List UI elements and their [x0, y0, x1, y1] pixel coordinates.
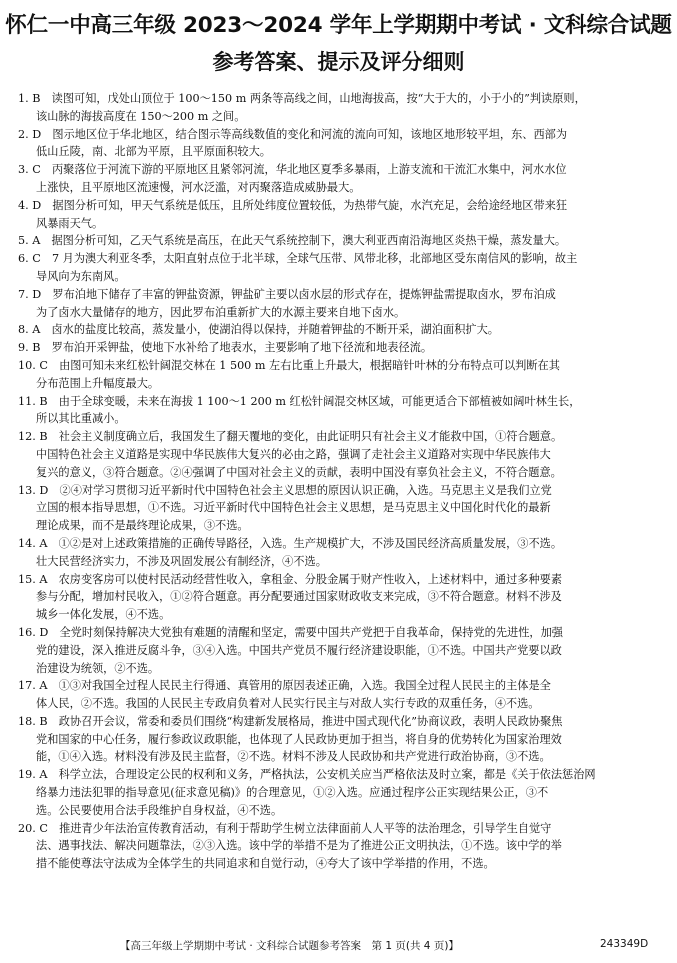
answer-item [18, 713, 666, 766]
answer-line: 9. B 罗布泊开采钾盐，使地下水补给了地表水，主要影响了地下径流和地表径流。 [18, 341, 433, 355]
answer-line: 分布范围上升幅度最大。 [36, 376, 160, 390]
answer-line: 风暴雨天气。 [36, 216, 104, 230]
answer-item [18, 571, 666, 624]
answer-item [18, 624, 666, 677]
answer-line: 城乡一体化发展，④不选。 [36, 608, 171, 622]
answer-item [18, 197, 666, 233]
answer-line: 复兴的意义，③符合题意。②④强调了中国对社会主义的贡献，表明中国没有辜负社会主义，不符合题意。 [36, 465, 562, 479]
answer-line: 2. D 图示地区位于华北地区，结合图示等高线数值的变化和河流的流向可知，该地区地形较平坦，东、西部为 [18, 127, 568, 141]
answer-line: 3. C 丙聚落位于河流下游的平原地区且紧邻河流，华北地区夏季多暴雨，上游支流和干流汇水集中，河水水位 [18, 163, 567, 177]
answer-line: 法、遇事找法、解决问题靠法，②③入选。该中学的举措不是为了推进公正文明执法，①不选。该中学的举 [36, 839, 562, 853]
answer-line: 12. B 社会主义制度确立后，我国发生了翻天覆地的变化，由此证明只有社会主义才能救中国，①符合题意。 [18, 430, 563, 444]
answer-line: 措不能使尊法守法成为全体学生的共同追求和自觉行动，④夸大了该中学举措的作用，不选。 [36, 857, 495, 871]
page-title: 怀仁一中高三年级 2023～2024 学年上学期期中考试 · 文科综合试题 [5, 13, 672, 38]
answer-item [18, 232, 666, 250]
answer-line: 10. C 由图可知未来红松针阔混交林在 1 500 m 左右比重上升最大，根据暗针叶林的分布特点可以判断在其 [18, 358, 560, 372]
answer-item [18, 357, 666, 393]
page-subtitle: 参考答案、提示及评分细则 [212, 50, 465, 74]
answer-item [18, 428, 666, 481]
answer-line: 壮大民营经济实力，不涉及巩固发展公有制经济，④不选。 [36, 554, 327, 568]
answer-line: 选。公民要使用合法手段维护自身权益，④不选。 [36, 803, 283, 817]
answer-item [18, 126, 666, 162]
answer-line: 15. A 农房变客房可以使村民活动经营性收入，拿租金、分股金属于财产性收入，上述材料中，通过多种要素 [18, 572, 563, 586]
answer-line: 4. D 据图分析可知，甲天气系统是低压，且所处纬度位置较低，为热带气旋，水汽充足，会给途经地区带来狂 [18, 198, 568, 212]
answer-line: 上涨快，且平原地区流速慢，河水泛滥，对丙聚落造成威胁最大。 [36, 180, 361, 194]
answer-line: 该山脉的海拔高度在 150～200 m 之间。 [36, 109, 246, 123]
answer-line: 所以其比重减小。 [36, 412, 126, 426]
answer-line: 低山丘陵，南、北部为平原，且平原面积较大。 [36, 145, 271, 159]
answer-line: 18. B 政协召开会议，常委和委员们围绕“构建新发展格局，推进中国式现代化”协商议政，表明人民政协聚焦 [18, 714, 563, 728]
answer-line: 为了卤水大量储存的地方，因此罗布泊重新扩大的水源主要来自地下卤水。 [36, 305, 406, 319]
answer-line: 19. A 科学立法，合理设定公民的权利和义务，严格执法，公安机关应当严格依法及时立案，都是《关于依法惩治网 [18, 768, 596, 782]
page-footer [0, 938, 677, 956]
answer-line: 立国的根本指导思想，①不选。习近平新时代中国特色社会主义思想，是马克思主义中国化时代化的最新 [36, 501, 551, 515]
answer-line: 13. D ②④对学习贯彻习近平新时代中国特色社会主义思想的原因认识正确，入选。马克思主义是我们立党 [18, 483, 552, 497]
answer-line: 体人民，②不选。我国的人民民主专政肩负着对人民实行民主与对敌人实行专政的双重任务，④不选。 [36, 697, 540, 711]
answer-line: 5. A 据图分析可知，乙天气系统是高压，在此天气系统控制下，澳大利亚西南沿海地区炎热干燥，蒸发量大。 [18, 234, 567, 248]
answer-item [18, 339, 666, 357]
answer-item [18, 766, 666, 819]
answer-line: 导风向为东南风。 [36, 269, 126, 283]
answer-line: 参与分配，增加村民收入，①②符合题意。再分配要通过国家财政收支来完成，③不符合题意。材料不涉及 [36, 590, 562, 604]
answer-item [18, 250, 666, 286]
document-code: 243349D [600, 938, 649, 950]
answer-line: 络暴力违法犯罪的指导意见(征求意见稿)》的合理意见，①②入选。应通过程序公正实现结果公正，③不 [36, 786, 549, 800]
answer-line: 8. A 卤水的盐度比较高，蒸发量小，使湖泊得以保持，并随着钾盐的不断开采，湖泊面积扩大。 [18, 323, 499, 337]
answer-item [18, 393, 666, 429]
footer-text: 【高三年级上学期期中考试 · 文科综合试题参考答案 第 1 页(共 4 页)】 [120, 940, 459, 952]
answer-line: 党的建设，深入推进反腐斗争，③④入选。中国共产党员不履行经济建设职能，①不选。中国共产党要以政 [36, 643, 562, 657]
answer-item [18, 286, 666, 322]
answer-line: 16. D 全党时刻保持解决大党独有难题的清醒和坚定，需要中国共产党把于自我革命，保持党的先进性，加强 [18, 625, 563, 639]
answer-line: 能，①④入选。材料没有涉及民主监督，②不选。材料不涉及人民政协和共产党进行政治协商，③不选。 [36, 750, 551, 764]
answer-line: 中国特色社会主义道路是实现中华民族伟大复兴的必由之路，强调了走社会主义道路对实现中华民族伟大 [36, 447, 551, 461]
answer-item [18, 90, 666, 126]
answer-line: 7. D 罗布泊地下储存了丰富的钾盐资源，钾盐矿主要以卤水层的形式存在，提炼钾盐需提取卤水，罗布泊成 [18, 287, 556, 301]
answer-line: 党和国家的中心任务，履行参政议政职能，也体现了人民政协更加于担当，将自身的优势转化为国家治理效 [36, 732, 562, 746]
answer-list [18, 90, 666, 873]
answer-line: 17. A ①③对我国全过程人民民主行得通、真管用的原因表述正确，入选。我国全过程人民民主的主体是全 [18, 679, 551, 693]
answer-line: 6. C 7 月为澳大利亚冬季，太阳直射点位于北半球，全球气压带、风带北移，北部地区受东南信风的影响，故主 [18, 252, 578, 266]
answer-item [18, 161, 666, 197]
answer-item [18, 482, 666, 535]
answer-item [18, 677, 666, 713]
answer-line: 1. B 读图可知，戊处山顶位于 100～150 m 两条等高线之间，山地海拔高，按“大于大的，小于小的”判读原则， [18, 92, 586, 105]
answer-line: 11. B 由于全球变暖，未来在海拔 1 100～1 200 m 红松针阔混交林区域，可能更适合下部植被如阔叶林生长， [18, 394, 581, 408]
answer-line: 治建设为统领，②不选。 [36, 661, 160, 675]
answer-line: 20. C 推进青少年法治宣传教育活动，有利于帮助学生树立法律面前人人平等的法治理念，引导学生自觉守 [18, 821, 552, 835]
answer-line: 14. A ①②是对上述政策措施的正确传导路径，入选。生产规模扩大，不涉及国民经济高质量发展，③不选。 [18, 536, 563, 550]
answer-item [18, 820, 666, 873]
answer-item [18, 535, 666, 571]
answer-line: 理论成果，而不是最终理论成果，③不选。 [36, 519, 249, 533]
answer-item [18, 321, 666, 339]
